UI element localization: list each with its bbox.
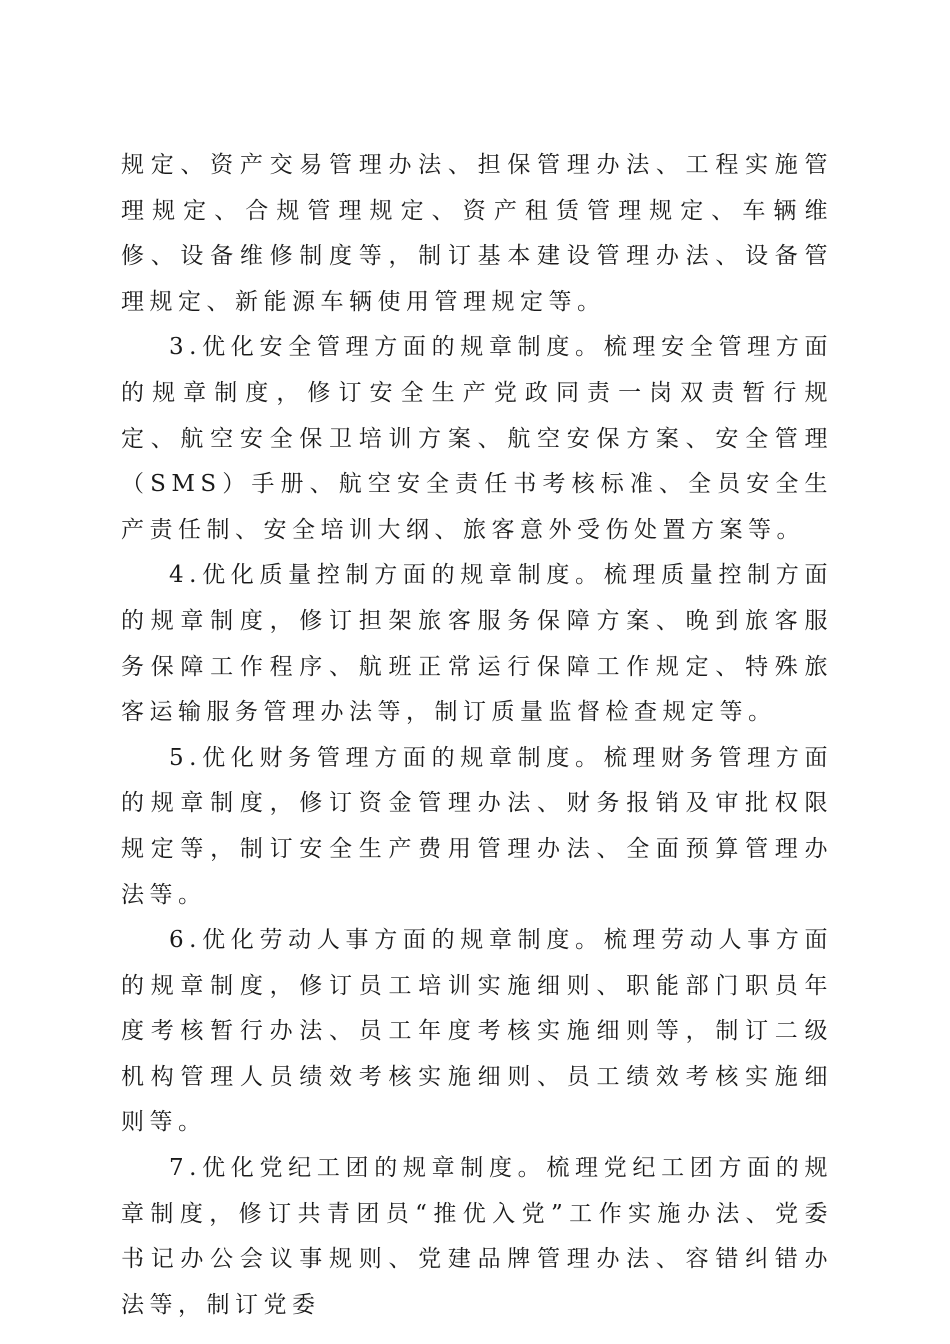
paragraph-quality-control: 4.优化质量控制方面的规章制度。梳理质量控制方面的规章制度，修订担架旅客服务保障方案、晚到旅客服务保障工作程序、航班正常运行保障工作规定、特殊旅客运输服务管理办法等，制订质量监督检查规定等。 bbox=[121, 562, 833, 726]
paragraph-party-discipline: 7.优化党纪工团的规章制度。梳理党纪工团方面的规章制度，修订共青团员“推优入党”工作实施办法、党委书记办公会议事规则、党建品牌管理办法、容错纠错办法等，制订党委 bbox=[121, 1155, 833, 1318]
document-body bbox=[121, 143, 833, 1328]
paragraph-continuation: 规定、资产交易管理办法、担保管理办法、工程实施管理规定、合规管理规定、资产租赁管理规定、车辆维修、设备维修制度等，制订基本建设管理办法、设备管理规定、新能源车辆使用管理规定等。 bbox=[121, 152, 833, 315]
paragraph-financial-management: 5.优化财务管理方面的规章制度。梳理财务管理方面的规章制度，修订资金管理办法、财务报销及审批权限规定等，制订安全生产费用管理办法、全面预算管理办法等。 bbox=[121, 744, 833, 908]
paragraph-safety-management: 3.优化安全管理方面的规章制度。梳理安全管理方面的规章制度，修订安全生产党政同责一岗双责暂行规定、航空安全保卫培训方案、航空安保方案、安全管理（SMS）手册、航空安全责任书考核标准、全员安全生产责任制、安全培训大纲、旅客意外受伤处置方案等。 bbox=[121, 334, 833, 543]
paragraph-labor-personnel: 6.优化劳动人事方面的规章制度。梳理劳动人事方面的规章制度，修订员工培训实施细则、职能部门职员年度考核暂行办法、员工年度考核实施细则等，制订二级机构管理人员绩效考核实施细则、员工绩效考核实施细则等。 bbox=[121, 927, 833, 1136]
